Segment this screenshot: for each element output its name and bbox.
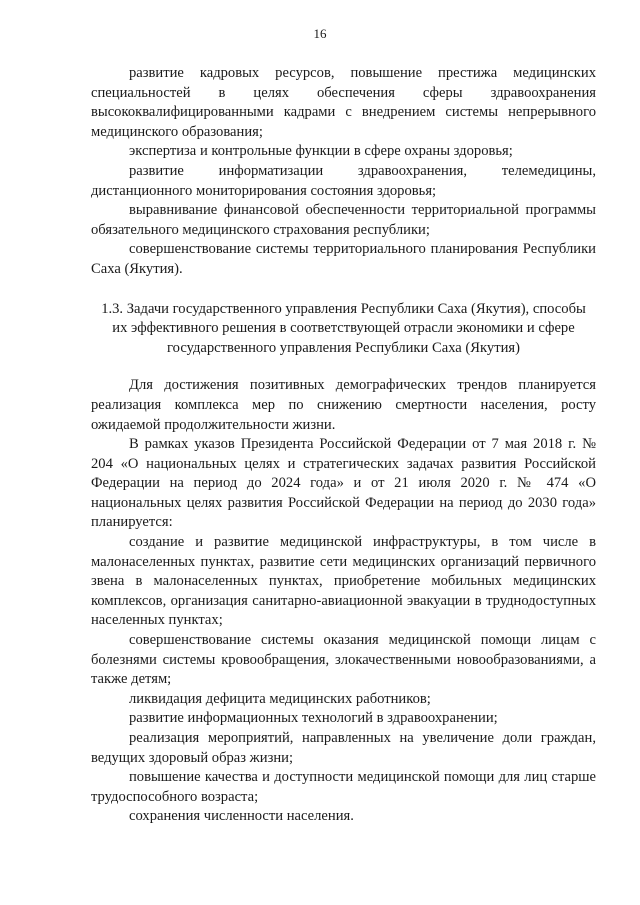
list-item: создание и развитие медицинской инфраструктуры, в том числе в малонаселенных пунктах, развитие сети медицинских организаций первичного звена в малонаселенных пунктах, приобретение мобильных медицинских комплексов, организация санитарно-авиационной эвакуации в труднодоступных населенных пунктах; (91, 534, 596, 629)
list-item: совершенствование системы территориального планирования Республики Саха (Якутия). (91, 241, 596, 277)
list-item: сохранения численности населения. (129, 808, 354, 825)
list-item: реализация мероприятий, направленных на увеличение доли граждан, ведущих здоровый образ жизни; (91, 730, 596, 766)
list-item: совершенствование системы оказания медицинской помощи лицам с болезнями системы кровообращения, злокачественными новообразованиями, а также детям; (91, 632, 596, 688)
list-item: повышение качества и доступности медицинской помощи для лиц старше трудоспособного возраста; (91, 769, 596, 805)
page-number: 16 (313, 26, 327, 41)
list-item: развитие информатизации здравоохранения, телемедицины, дистанционного мониторирования состояния здоровья; (91, 162, 596, 199)
list-item: развитие кадровых ресурсов, повышение престижа медицинских специальностей в целях обеспечения сферы здравоохранения высококвалифицированными кадрами с внедрением системы непрерывного медицинского образования; (91, 65, 596, 140)
document-body (91, 64, 596, 827)
body-paragraph: В рамках указов Президента Российской Федерации от 7 мая 2018 г. № 204 «О национальных целях и стратегических задачах развития Российской Федерации на период до 2024 года» и от 21 июля 2020 г. № 474 «О национальных целях развития Российской Федерации на период до 2030 года» планируется: (91, 436, 596, 531)
list-item: выравнивание финансовой обеспеченности территориальной программы обязательного медицинского страхования республики; (91, 202, 596, 238)
list-item: развитие информационных технологий в здравоохранении; (129, 710, 498, 727)
body-paragraph: Для достижения позитивных демографических трендов планируется реализация комплекса мер по снижению смертности населения, росту ожидаемой продолжительности жизни. (91, 377, 596, 433)
section-heading: 1.3. Задачи государственного управления Республики Саха (Якутия), способы их эффективного решения в соответствующей отрасли экономики и сфере государственного управления Республики Саха (Якутия) (101, 300, 586, 356)
list-item: ликвидация дефицита медицинских работников; (129, 690, 431, 707)
list-item: экспертиза и контрольные функции в сфере охраны здоровья; (129, 143, 513, 160)
